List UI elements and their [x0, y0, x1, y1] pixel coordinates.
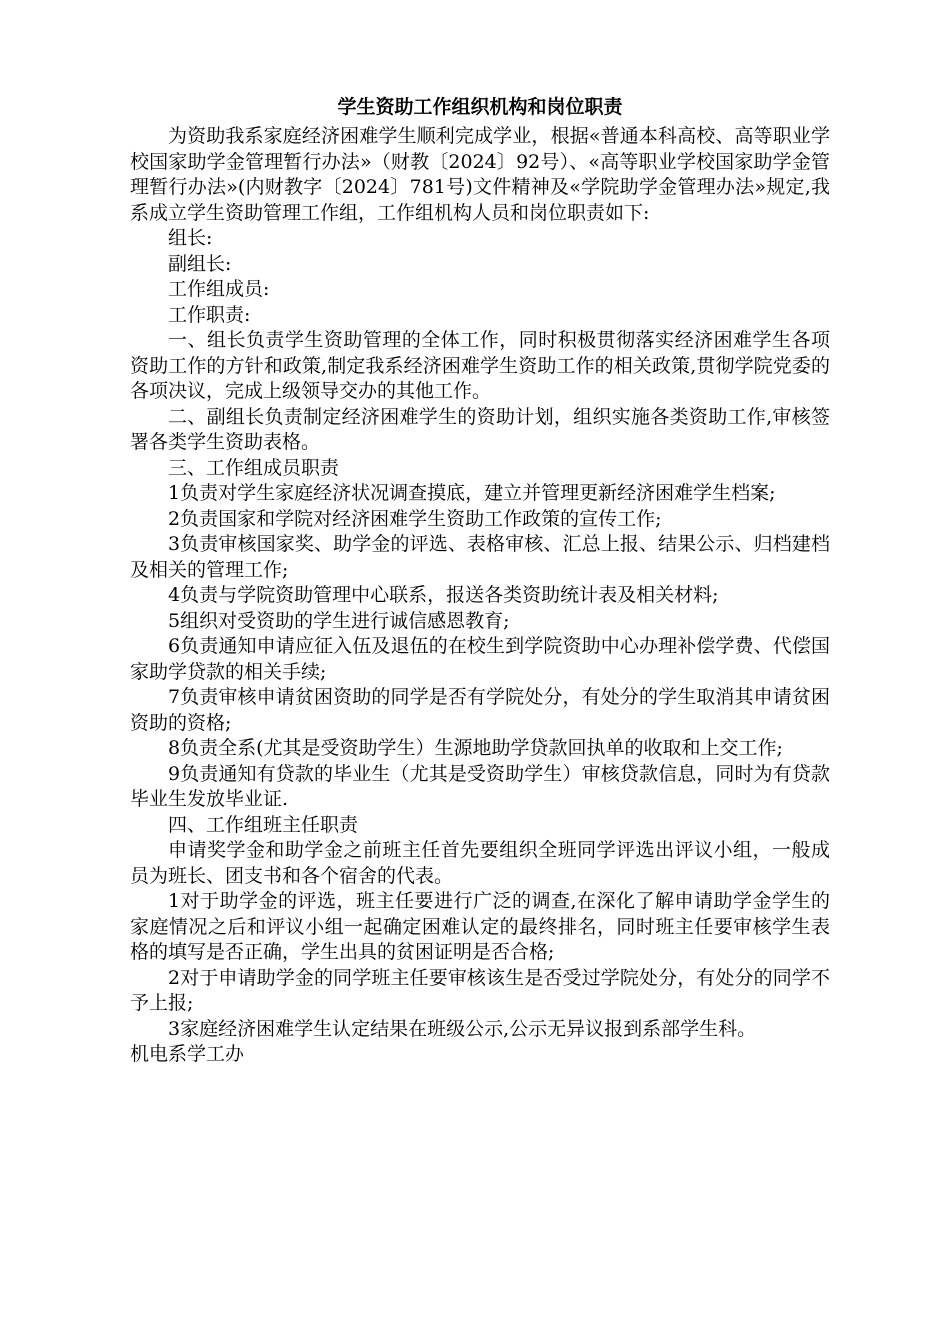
class-teacher-duty-item: 2对于申请助学金的同学班主任要审核该生是否受过学院处分，有处分的同学不予上报;: [130, 966, 830, 1014]
group-members-line: 工作组成员:: [168, 278, 270, 300]
duties-heading: 工作职责:: [168, 303, 251, 326]
member-duty-item: 7负责审核申请贫困资助的同学是否有学院处分，有处分的学生取消其申请贫困资助的资格;: [130, 686, 830, 734]
member-duty-item: 9负责通知有贷款的毕业生（尤其是受资助学生）审核贷款信息，同时为有贷款毕业生发放毕业证.: [130, 762, 830, 810]
leader-duty-paragraph: 一、组长负责学生资助管理的全体工作，同时积极贯彻落实经济困难学生各项资助工作的方针和政策,制定我系经济困难学生资助工作的相关政策,贯彻学院党委的各项决议，完成上级领导交办的其他工作。: [130, 329, 830, 402]
class-teacher-duties-heading: 四、工作组班主任职责: [168, 813, 359, 836]
member-duty-item: 1负责对学生家庭经济状况调查摸底，建立并管理更新经济困难学生档案;: [168, 482, 776, 504]
document-page: [130, 92, 830, 1068]
member-duty-item: 8负责全系(尤其是受资助学生）生源地助学贷款回执单的收取和上交工作;: [168, 737, 783, 759]
member-duty-item: 2负责国家和学院对经济困难学生资助工作政策的宣传工作;: [168, 507, 662, 530]
deputy-duty-paragraph: 二、副组长负责制定经济困难学生的资助计划，组织实施各类资助工作,审核签署各类学生资助表格。: [130, 405, 830, 453]
member-duty-item: 4负责与学院资助管理中心联系，报送各类资助统计表及相关材料;: [168, 584, 719, 606]
member-duty-item: 6负责通知申请应征入伍及退伍的在校生到学院资助中心办理补偿学费、代偿国家助学贷款的相关手续;: [130, 635, 830, 683]
group-leader-line: 组长:: [168, 227, 213, 249]
member-duty-item: 5组织对受资助的学生进行诚信感恩教育;: [168, 609, 510, 632]
member-duty-item: 3负责审核国家奖、助学金的评选、表格审核、汇总上报、结果公示、归档建档及相关的管理工作;: [130, 533, 830, 581]
members-duties-heading: 三、工作组成员职责: [168, 456, 340, 479]
class-teacher-duty-item: 3家庭经济困难学生认定结果在班级公示,公示无异议报到系部学生科。: [168, 1017, 757, 1040]
class-teacher-duty-item: 1对于助学金的评选，班主任要进行广泛的调查,在深化了解申请助学金学生的家庭情况之后和评议小组一起确定困难认定的最终排名，同时班主任要审核学生表格的填写是否正确，学生出具的贫困证明是否合格;: [130, 890, 830, 963]
intro-paragraph: 为资助我系家庭经济困难学生顺利完成学业，根据«普通本科高校、高等职业学校国家助学金管理暂行办法»（财教〔2024〕92号）、«高等职业学校国家助学金管理暂行办法»(内财教字〔2024〕781号)文件精神及«学院助学金管理办法»规定,我系成立学生资助管理工作组，工作组机构人员和岗位职责如下:: [130, 125, 830, 224]
document-title: 学生资助工作组织机构和岗位职责: [337, 96, 623, 118]
deputy-leader-line: 副组长:: [168, 252, 232, 275]
document-signature: 机电系学工办: [130, 1043, 245, 1065]
class-teacher-intro: 申请奖学金和助学金之前班主任首先要组织全班同学评选出评议小组，一般成员为班长、团支书和各个宿舍的代表。: [130, 839, 830, 887]
